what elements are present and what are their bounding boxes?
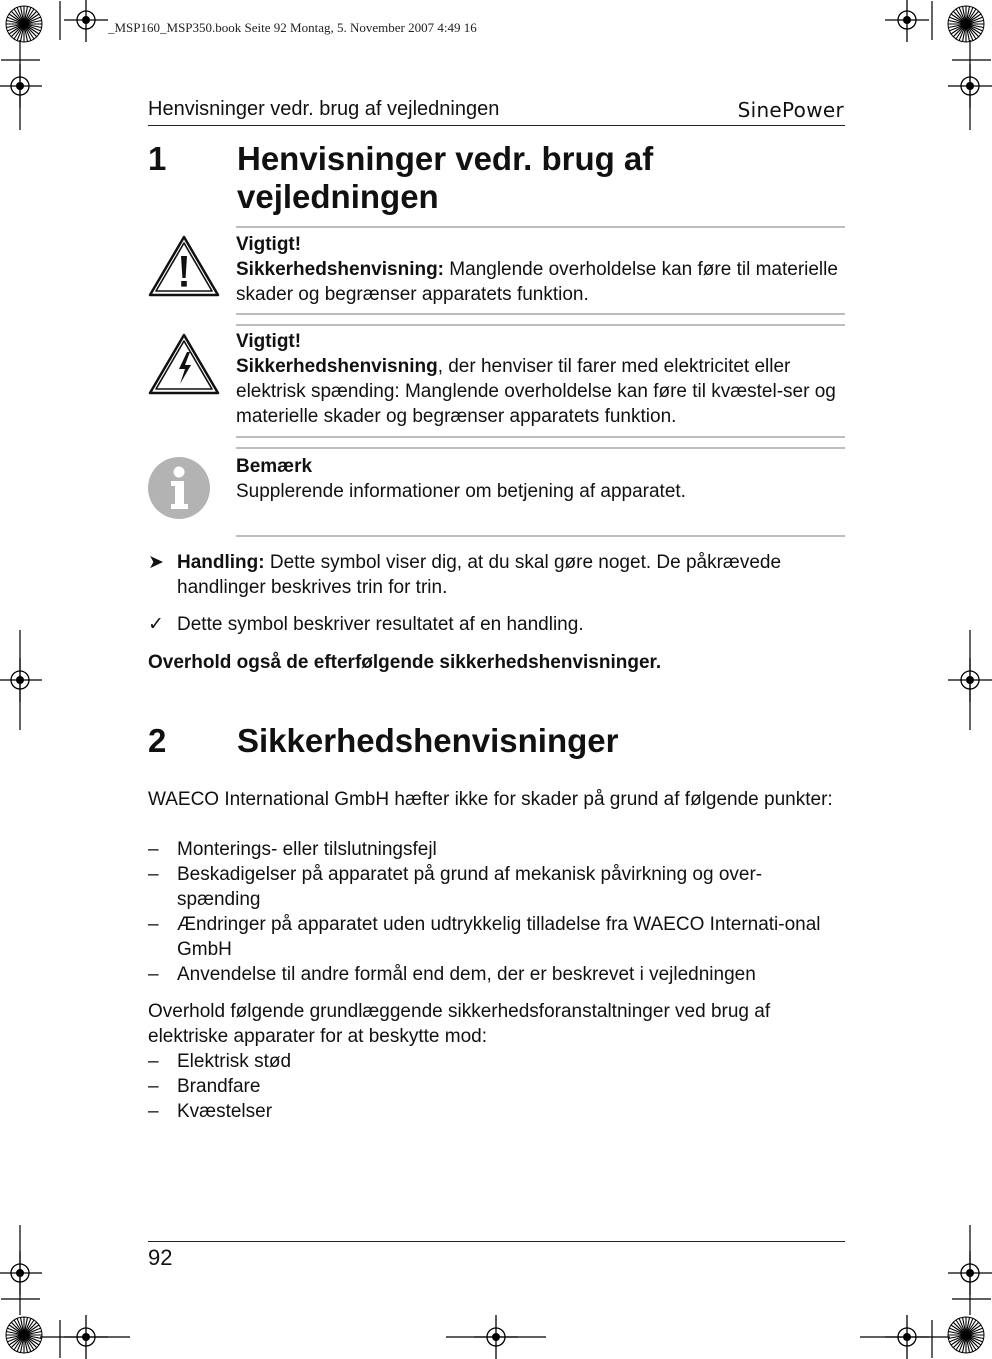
note-notice <box>236 454 845 504</box>
section-2-title: Sikkerhedshenvisninger <box>237 722 619 759</box>
list-dash: – <box>148 1101 159 1122</box>
list-item-text: Kvæstelser <box>177 1101 273 1122</box>
list-item <box>148 837 845 862</box>
result-symbol-text: Dette symbol beskriver resultatet af en handling. <box>177 614 584 635</box>
electric-hazard-icon <box>147 332 221 396</box>
warning-notice-label: Vigtigt! <box>236 234 302 255</box>
list-item-text: Elektrisk stød <box>177 1051 292 1072</box>
notice-rule <box>236 226 845 228</box>
list-dash: – <box>148 914 159 935</box>
header-rule <box>148 125 845 126</box>
warning-notice-text: Manglende overholdelse kan føre til materielle skader og begrænser apparatets funktion. <box>236 259 838 305</box>
list-dash: – <box>148 864 159 885</box>
section-1-heading <box>0 140 992 220</box>
list-dash: – <box>148 1051 159 1072</box>
observe-note: Overhold også de efterfølgende sikkerhedshenvisninger. <box>148 652 662 673</box>
electric-notice-lead: Sikkerhedshenvisning <box>236 356 438 377</box>
list-item <box>148 912 845 962</box>
checkmark-icon: ✓ <box>148 614 164 635</box>
page-number: 92 <box>148 1245 173 1270</box>
notice-rule <box>236 535 845 537</box>
electric-notice-label: Vigtigt! <box>236 331 302 352</box>
arrow-right-icon: ➤ <box>148 552 164 573</box>
brand-logo: SinePower <box>737 98 844 122</box>
footer-rule <box>148 1241 845 1242</box>
warning-icon <box>147 234 221 298</box>
list-item-text: Monterings- eller tilslutningsfejl <box>177 839 437 860</box>
section-2-heading <box>0 722 992 762</box>
list-item-text: Brandfare <box>177 1076 261 1097</box>
note-notice-label: Bemærk <box>236 456 313 477</box>
section-2-number: 2 <box>148 722 167 759</box>
notice-rule <box>236 313 845 315</box>
notice-rule <box>236 447 845 449</box>
electric-notice <box>236 329 845 429</box>
list-item-text: Beskadigelser på apparatet på grund af mekanisk påvirkning og over-spænding <box>177 864 763 910</box>
list-item <box>148 1099 845 1124</box>
section-2-intro: WAECO International GmbH hæfter ikke for skader på grund af følgende punkter: <box>148 789 833 810</box>
list-dash: – <box>148 964 159 985</box>
print-slug: _MSP160_MSP350.book Seite 92 Montag, 5. November 2007 4:49 16 <box>108 20 477 35</box>
notice-rule <box>236 436 845 438</box>
list-item <box>148 1049 845 1074</box>
list-item <box>148 962 845 987</box>
list-item-text: Anvendelse til andre formål end dem, der er beskrevet i vejledningen <box>177 964 756 985</box>
action-symbol-lead: Handling: <box>177 552 265 573</box>
result-symbol-row <box>148 612 845 637</box>
list-item-text: Ændringer på apparatet uden udtrykkelig tilladelse fra WAECO Internati-onal GmbH <box>177 914 821 960</box>
section-1-title: Henvisninger vedr. brug af vejledningen <box>237 140 654 215</box>
list-item <box>148 1074 845 1099</box>
notice-rule <box>236 324 845 326</box>
section-1-number: 1 <box>148 140 167 177</box>
warning-notice-lead: Sikkerhedshenvisning: <box>236 259 445 280</box>
info-icon <box>147 456 211 520</box>
note-notice-text: Supplerende informationer om betjening af apparatet. <box>236 481 686 502</box>
running-header-title: Henvisninger vedr. brug af vejledningen <box>148 98 500 120</box>
action-symbol-text: Dette symbol viser dig, at du skal gøre noget. De påkrævede handlinger beskrives trin for trin. <box>177 552 782 598</box>
electric-notice-text: , der henviser til farer med elektricitet eller elektrisk spænding: Manglende overholdelse kan føre til kvæstel-ser og materielle skader og begrænser apparatets funktion. <box>236 356 836 427</box>
list-dash: – <box>148 839 159 860</box>
action-symbol-row <box>148 550 845 600</box>
warning-notice <box>236 232 845 307</box>
list-dash: – <box>148 1076 159 1097</box>
list-item <box>148 862 845 912</box>
section-2-intro-2: Overhold følgende grundlæggende sikkerhedsforanstaltninger ved brug af elektriske apparater for at beskytte mod: <box>148 1001 771 1047</box>
